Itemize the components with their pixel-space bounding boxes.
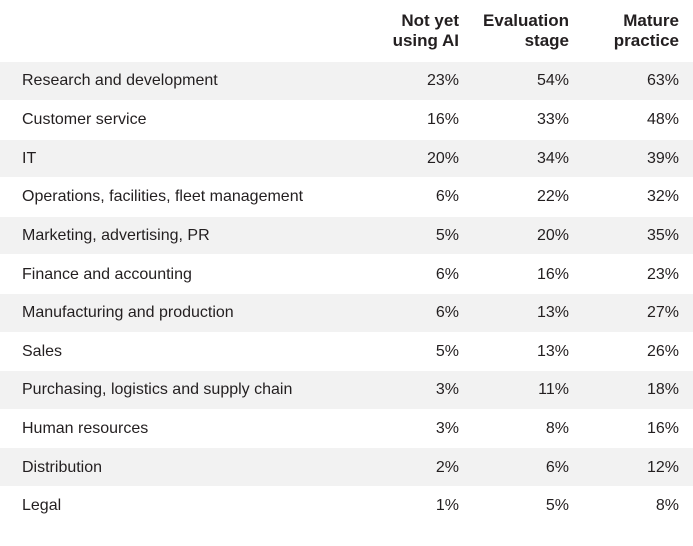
column-header-mature-practice-line2: practice [613,31,679,51]
cell-mature-practice: 39% [583,139,693,178]
row-label: Human resources [0,409,373,448]
row-label: Marketing, advertising, PR [0,216,373,255]
cell-not-yet-using-ai: 5% [373,216,473,255]
cell-evaluation-stage: 13% [473,332,583,371]
column-header-not-yet-using-ai [373,0,473,62]
table-row [0,62,693,101]
cell-not-yet-using-ai: 23% [373,62,473,101]
cell-not-yet-using-ai: 16% [373,101,473,140]
row-label: Distribution [0,448,373,487]
cell-mature-practice: 16% [583,409,693,448]
cell-evaluation-stage: 13% [473,294,583,333]
row-label: Manufacturing and production [0,294,373,333]
column-header-not-yet-using-ai-line1: Not yet [401,10,459,30]
cell-mature-practice: 12% [583,448,693,487]
cell-mature-practice: 48% [583,101,693,140]
cell-evaluation-stage: 5% [473,487,583,526]
cell-mature-practice: 27% [583,294,693,333]
cell-not-yet-using-ai: 3% [373,371,473,410]
cell-mature-practice: 63% [583,62,693,101]
cell-evaluation-stage: 54% [473,62,583,101]
column-header-function [0,0,373,62]
row-label: Research and development [0,62,373,101]
cell-evaluation-stage: 34% [473,139,583,178]
cell-not-yet-using-ai: 6% [373,294,473,333]
table-body [0,62,693,525]
cell-not-yet-using-ai: 2% [373,448,473,487]
table-row [0,294,693,333]
cell-mature-practice: 32% [583,178,693,217]
column-header-evaluation-stage-line1: Evaluation [483,10,569,30]
cell-evaluation-stage: 8% [473,409,583,448]
table-row [0,255,693,294]
cell-not-yet-using-ai: 6% [373,255,473,294]
cell-mature-practice: 18% [583,371,693,410]
column-header-not-yet-using-ai-line2: using AI [392,31,459,51]
table-row [0,371,693,410]
cell-evaluation-stage: 6% [473,448,583,487]
header-row [0,0,693,62]
cell-mature-practice: 35% [583,216,693,255]
cell-evaluation-stage: 33% [473,101,583,140]
cell-mature-practice: 8% [583,487,693,526]
cell-mature-practice: 26% [583,332,693,371]
table-row [0,139,693,178]
table-row [0,332,693,371]
row-label: IT [0,139,373,178]
table-row [0,487,693,526]
table-row [0,178,693,217]
table-row [0,101,693,140]
cell-mature-practice: 23% [583,255,693,294]
cell-evaluation-stage: 22% [473,178,583,217]
cell-evaluation-stage: 20% [473,216,583,255]
table-header [0,0,693,62]
row-label: Legal [0,487,373,526]
row-label: Purchasing, logistics and supply chain [0,371,373,410]
column-header-mature-practice-line1: Mature [623,10,679,30]
row-label: Sales [0,332,373,371]
table-row [0,409,693,448]
cell-not-yet-using-ai: 20% [373,139,473,178]
row-label: Customer service [0,101,373,140]
table-row [0,216,693,255]
cell-not-yet-using-ai: 6% [373,178,473,217]
column-header-evaluation-stage [473,0,583,62]
row-label: Operations, facilities, fleet management [0,178,373,217]
cell-not-yet-using-ai: 5% [373,332,473,371]
cell-evaluation-stage: 16% [473,255,583,294]
row-label: Finance and accounting [0,255,373,294]
table-row [0,448,693,487]
column-header-evaluation-stage-line2: stage [524,31,569,51]
cell-evaluation-stage: 11% [473,371,583,410]
cell-not-yet-using-ai: 3% [373,409,473,448]
column-header-mature-practice [583,0,693,62]
cell-not-yet-using-ai: 1% [373,487,473,526]
